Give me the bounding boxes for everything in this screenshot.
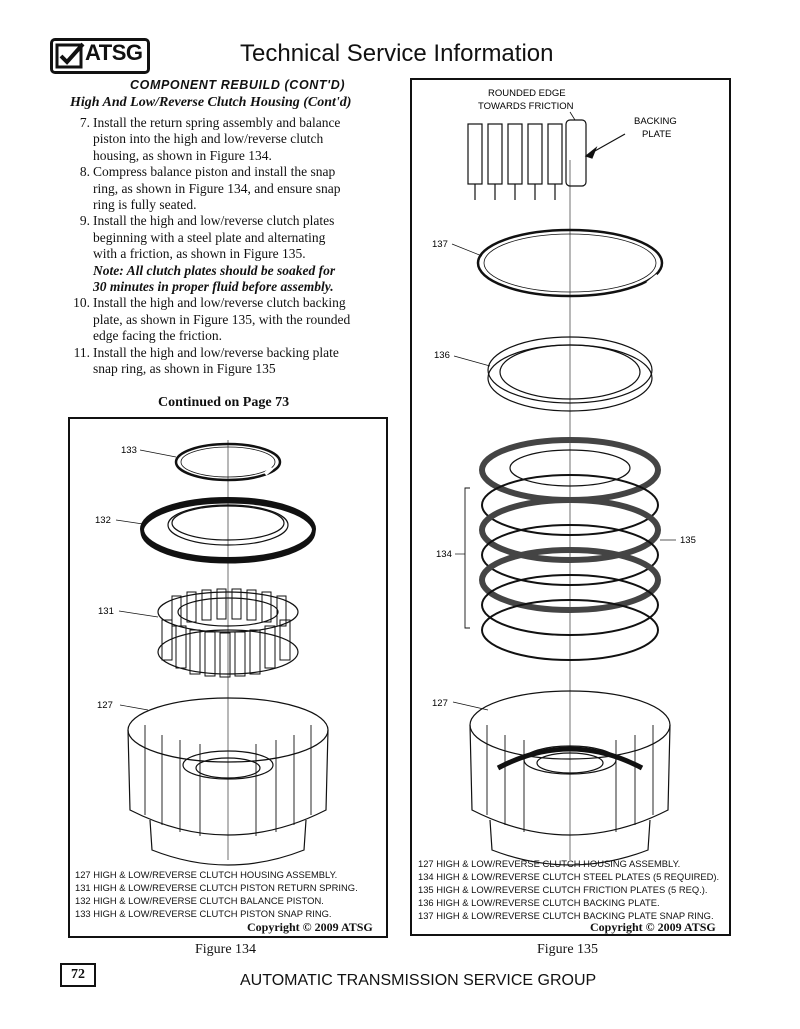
- callout-backing: BACKING: [634, 116, 677, 127]
- figure-134-caption: Figure 134: [195, 942, 257, 957]
- legend-item: 137 HIGH & LOW/REVERSE CLUTCH BACKING PLATE SNAP RING.: [418, 910, 714, 921]
- step-line: Install the high and low/reverse backing plate: [93, 344, 339, 360]
- step-number: 11.: [73, 344, 90, 360]
- page-number: 72: [60, 963, 96, 987]
- callout-127: 127: [97, 700, 113, 711]
- step-number: 7.: [79, 115, 90, 130]
- step-line: with a friction, as shown in Figure 135.: [93, 246, 306, 262]
- step-number: 9.: [79, 213, 90, 229]
- note-line: 30 minutes in proper fluid before assembly.: [93, 279, 334, 295]
- callout-136: 136: [434, 350, 450, 361]
- legend-item: 136 HIGH & LOW/REVERSE CLUTCH BACKING PLATE.: [418, 897, 660, 908]
- legend-item: 127 HIGH & LOW/REVERSE CLUTCH HOUSING ASSEMBLY.: [75, 869, 338, 880]
- step-number: 8.: [79, 164, 90, 180]
- step-number: 10.: [73, 295, 90, 311]
- step-line: ring is fully seated.: [93, 197, 197, 213]
- figure-135-legend: [418, 857, 728, 922]
- step-line: Install the high and low/reverse clutch backing: [93, 295, 346, 311]
- step-line: piston into the high and low/reverse clutch: [93, 131, 324, 147]
- section-heading: COMPONENT REBUILD (CONT'D): [130, 78, 346, 92]
- legend-item: 133 HIGH & LOW/REVERSE CLUTCH PISTON SNAP RING.: [75, 908, 332, 919]
- callout-133: 133: [121, 445, 137, 456]
- plate-edge-detail: [468, 120, 586, 200]
- figure-134-copyright: Copyright © 2009 ATSG: [247, 920, 373, 934]
- step-line: plate, as shown in Figure 135, with the rounded: [93, 311, 351, 327]
- callout-132: 132: [95, 515, 111, 526]
- step-line: housing, as shown in Figure 134.: [93, 147, 272, 163]
- callout-127: 127: [432, 698, 448, 709]
- step-line: edge facing the friction.: [93, 328, 222, 344]
- legend-item: 132 HIGH & LOW/REVERSE CLUTCH BALANCE PISTON.: [75, 895, 324, 906]
- logo-text: ATSG: [85, 40, 143, 65]
- note-line: Note: All clutch plates should be soaked for: [93, 262, 336, 278]
- step-line: Install the high and low/reverse clutch plates: [93, 213, 335, 229]
- footer-text: AUTOMATIC TRANSMISSION SERVICE GROUP: [240, 972, 597, 989]
- callout-134: 134: [436, 549, 452, 560]
- legend-item: 135 HIGH & LOW/REVERSE CLUTCH FRICTION PLATES (5 REQ.).: [418, 884, 708, 895]
- legend-item: 134 HIGH & LOW/REVERSE CLUTCH STEEL PLATES (5 REQUIRED).: [418, 871, 720, 882]
- step-line: Compress balance piston and install the snap: [93, 164, 336, 180]
- legend-item: 127 HIGH & LOW/REVERSE CLUTCH HOUSING ASSEMBLY.: [418, 858, 681, 869]
- step-line: ring, as shown in Figure 134, and ensure snap: [93, 180, 341, 196]
- legend-item: 131 HIGH & LOW/REVERSE CLUTCH PISTON RETURN SPRING.: [75, 882, 358, 893]
- step-line: Install the return spring assembly and balance: [93, 115, 341, 130]
- callout-plate: PLATE: [642, 129, 672, 140]
- callout-137: 137: [432, 239, 448, 250]
- page-title: Technical Service Information: [240, 40, 554, 67]
- callout-rounded-edge: ROUNDED EDGE: [488, 88, 566, 99]
- callout-135: 135: [680, 535, 696, 546]
- continued-note: Continued on Page 73: [158, 395, 290, 410]
- step-line: snap ring, as shown in Figure 135: [93, 361, 276, 377]
- figure-135-caption: Figure 135: [537, 942, 599, 957]
- subheading: High And Low/Reverse Clutch Housing (Cont'd): [70, 95, 352, 110]
- callout-towards-friction: TOWARDS FRICTION: [478, 101, 574, 112]
- step-line: beginning with a steel plate and alternating: [93, 229, 326, 245]
- callout-131: 131: [98, 606, 114, 617]
- figure-135-copyright: Copyright © 2009 ATSG: [590, 920, 716, 934]
